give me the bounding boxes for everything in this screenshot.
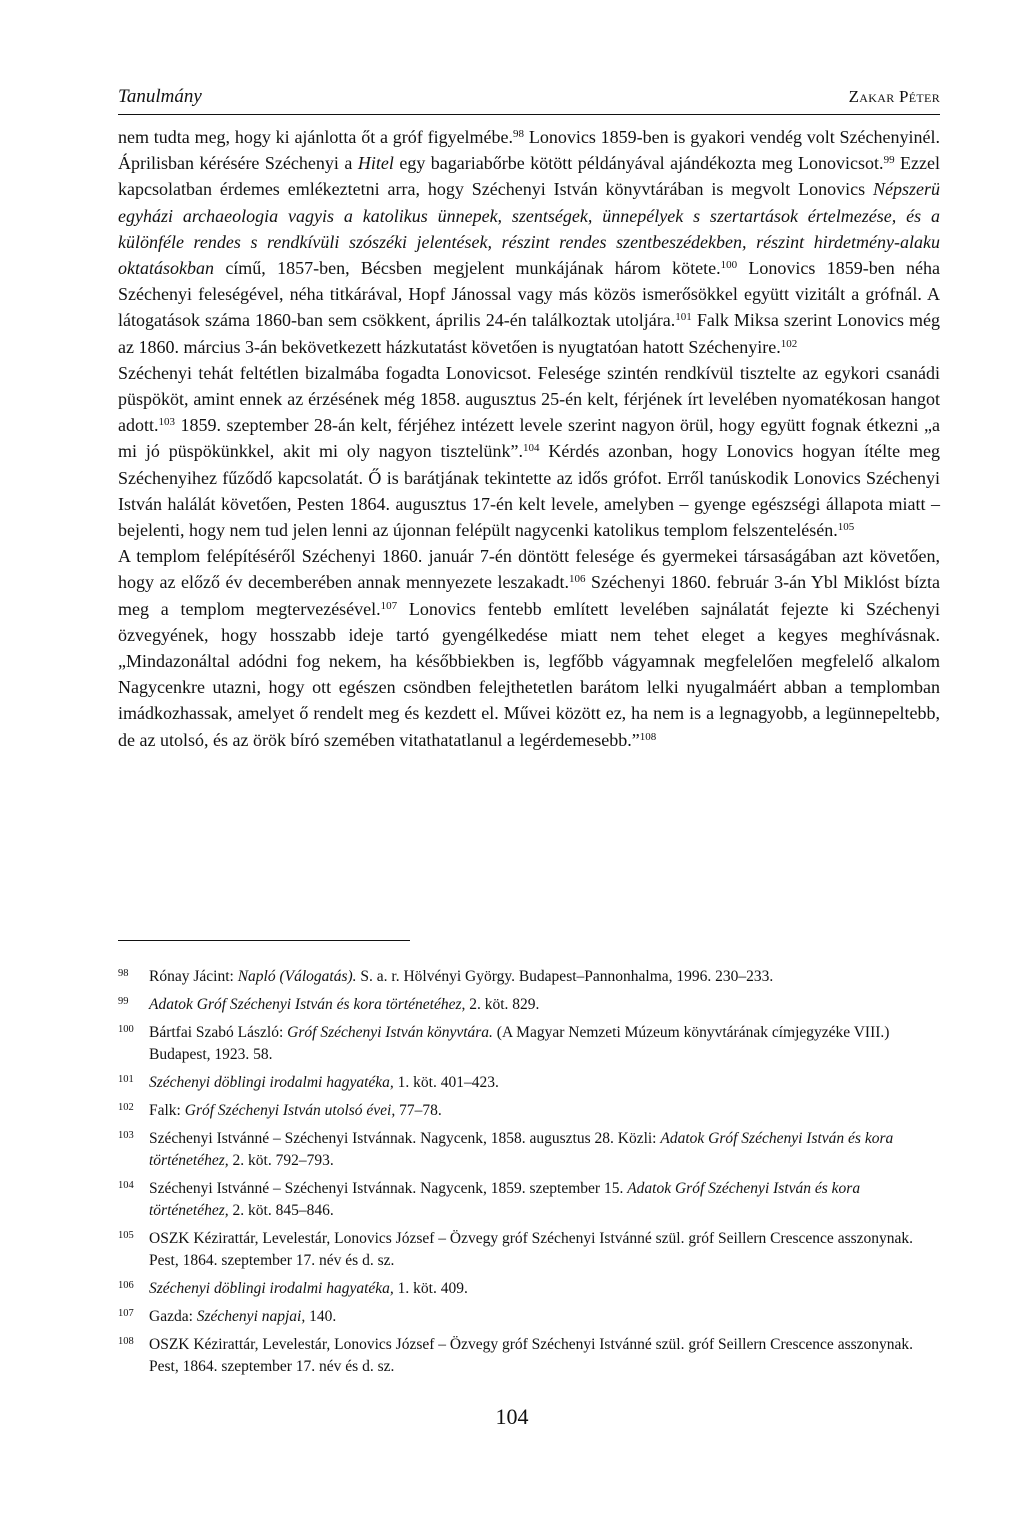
text-run: egy bagariabőrbe kötött példányával ajándékozta meg Lonovicsot. [393, 153, 884, 174]
footnote-number: 100 [118, 1024, 134, 1035]
footnote-item [118, 1128, 940, 1172]
footnote-text: 2. köt. 792–793. [228, 1152, 334, 1169]
footnote-item [118, 1178, 940, 1222]
text-run: 1859. szeptember 28-án kelt, férjéhez intézett levele szerint nagyon örül, hogy együtt fognak étkezni „a mi jó püspökünkkel, akit mi oly nagyon tisztelünk”. [118, 415, 940, 462]
footnote-ref[interactable]: 107 [380, 599, 398, 612]
footnote-number: 99 [118, 996, 129, 1007]
footnote-italic: Gróf Széchenyi István utolsó évei, [184, 1102, 396, 1119]
running-header [118, 80, 940, 115]
footnote-ref[interactable]: 106 [569, 573, 586, 586]
page-number: 104 [495, 1404, 529, 1429]
footnote-item [118, 1100, 940, 1122]
text-run: Széchenyi 1860. február 3-án Ybl Miklóst bízta meg a templom megtervezésével. [118, 572, 940, 619]
footnote-ref[interactable]: 101 [675, 311, 692, 324]
footnote-text: Rónay Jácint: [149, 968, 238, 985]
footnote-text: 2. köt. 845–846. [228, 1202, 334, 1219]
paragraph-2 [118, 360, 940, 543]
footnotes [118, 966, 940, 1384]
footnote-item [118, 1228, 940, 1272]
footnote-item [118, 1072, 940, 1094]
footnote-ref[interactable]: 100 [720, 258, 738, 271]
text-run: Lonovics 1859-ben néha Széchenyi feleségével, néha titkárával, Hopf Jánossal vagy más közös ismerősökkel együtt vizitált a grófnál. A látogatások száma 1860-ban sem csökkent, április 24-én találkoztak utoljára. [118, 258, 941, 331]
footnote-ref[interactable]: 103 [158, 416, 175, 429]
footnote-number: 102 [118, 1102, 134, 1113]
text-run: Széchenyi tehát feltétlen bizalmába fogadta Lonovicsot. Felesége szintén rendkívül tisztelte az egykori csanádi püspököt, amint ennek az érzésének még 1858. augusztus 25-én kelt, férjének írt levelében nyomatékosan hangot adott. [118, 362, 940, 436]
footnote-italic: Gróf Széchenyi István könyvtára. [287, 1024, 493, 1041]
footnote-number: 103 [118, 1130, 134, 1141]
footnote-text: OSZK Kézirattár, Levelestár, Lonovics József – Özvegy gróf Széchenyi Istvánné szül. gróf Seillern Crescence asszonynak. Pest, 1864. szeptember 17. név és d. sz. [149, 1336, 914, 1375]
footnote-ref[interactable]: 102 [780, 337, 798, 350]
footnote-ref[interactable]: 98 [513, 127, 525, 140]
footnote-text: (A Magyar Nemzeti Múzeum könyvtárának címjegyzéke VIII.) Budapest, 1923. 58. [149, 1024, 890, 1063]
italic-title: Népszerü egyházi archaeologia vagyis a katolikus ünnepek, szentségek, ünnepélyek s szertartások értelmezése, és a különféle rendes s rendkívüli szószéki jelentések, részint rendes szentbeszédekben, részint hirdetmény-alaku oktatásokban [118, 179, 940, 279]
text-run: Lonovics fentebb említett levelében sajnálatát fejezte ki Széchenyi özvegyének, hogy hosszabb ideje tartó gyengélkedése miatt nem tehet eleget a kegyes meghívásnak. „Mindazonáltal adódni fog nekem, ha későbbiekben is, legfőbb vágyamnak megfelelően megfelelő alkalom Nagycenkre utazni, hogy ott egészen csöndben felejthetetlen barátom lelki nyugalmáért abban a templomban imádkozhassak, amelyet ő rendelt meg és kezdett el. Művei között ez, ha nem is a legnagyobb, a legünnepeltebb, de az utolsó, és az örök bíró szemében vitathatatlanul a legérdemesebb.” [118, 598, 941, 750]
text-run: Ezzel kapcsolatban érdemes emlékeztetni arra, hogy Széchenyi István könyvtárában is megvolt Lonovics [118, 153, 941, 200]
footnote-text: S. a. r. Hölvényi György. Budapest–Pannonhalma, 1996. 230–233. [356, 968, 774, 985]
paragraph-3 [118, 543, 940, 753]
footnote-number: 104 [118, 1180, 134, 1191]
footnote-number: 98 [118, 968, 129, 979]
text-run: nem tudta meg, hogy ki ajánlotta őt a gróf figyelmébe. [118, 127, 514, 147]
footnote-italic: Széchenyi döblingi irodalmi hagyatéka, [149, 1280, 394, 1297]
footnote-text: OSZK Kézirattár, Levelestár, Lonovics József – Özvegy gróf Széchenyi Istvánné szül. gróf Seillern Crescence asszonynak. Pest, 1864. szeptember 17. név és d. sz. [149, 1230, 914, 1269]
footnote-italic: Adatok Gróf Széchenyi István és kora történetéhez, [149, 1180, 861, 1219]
footnote-number: 106 [118, 1280, 134, 1291]
footnote-ref[interactable]: 108 [639, 730, 657, 743]
author-name: Zakar Péter [848, 87, 940, 106]
footnote-ref[interactable]: 104 [523, 442, 540, 455]
footnote-ref[interactable]: 105 [837, 521, 855, 533]
footnote-text: Széchenyi Istvánné – Széchenyi Istvánnak. Nagycenk, 1858. augusztus 28. Közli: [149, 1130, 661, 1147]
footnote-text: 77–78. [395, 1102, 442, 1119]
footnote-italic: Adatok Gróf Széchenyi István és kora történetéhez, [149, 1130, 894, 1169]
footnote-text: 140. [305, 1308, 337, 1325]
footnote-item [118, 1306, 940, 1328]
footnote-divider [118, 940, 410, 941]
footnote-italic: Széchenyi napjai, [196, 1308, 306, 1325]
footnote-item [118, 1334, 940, 1378]
footnote-text: 1. köt. 409. [393, 1280, 468, 1297]
section-label: Tanulmány [118, 86, 202, 107]
footnote-text: 2. köt. 829. [465, 996, 540, 1013]
footnote-number: 105 [118, 1230, 134, 1241]
footnote-text: Falk: [149, 1102, 185, 1119]
text-run: Falk Miksa szerint Lonovics még az 1860. március 3-án bekövetkezett házkutatást követően is nyugtatóan hatott Széchenyire. [118, 310, 940, 357]
text-run: című, 1857-ben, Bécsben megjelent munkájának három kötete. [214, 258, 721, 279]
footnote-text: Gazda: [149, 1308, 197, 1325]
footnote-number: 108 [118, 1336, 134, 1347]
main-text [118, 124, 940, 753]
paragraph-1 [118, 124, 940, 360]
footnote-number: 101 [118, 1074, 134, 1085]
text-run: Lonovics 1859-ben is gyakori vendég volt Széchenyinél. Áprilisban kérésére Széchenyi a [118, 127, 941, 174]
footnote-item [118, 1022, 940, 1066]
footnote-text: 1. köt. 401–423. [393, 1074, 499, 1091]
footnote-italic: Adatok Gróf Széchenyi István és kora történetéhez, [149, 996, 466, 1013]
footnote-ref[interactable]: 99 [883, 154, 895, 167]
footnote-italic: Napló (Válogatás). [237, 968, 357, 985]
footnote-item [118, 1278, 940, 1300]
footnote-text: Széchenyi Istvánné – Széchenyi Istvánnak. Nagycenk, 1859. szeptember 15. [149, 1180, 628, 1197]
text-run: A templom felépítéséről Széchenyi 1860. január 7-én döntött felesége és gyermekei társaságában azt követően, hogy az előző év decemberében annak mennyezete leszakadt. [118, 546, 940, 593]
footnote-item [118, 966, 940, 988]
footnote-italic: Széchenyi döblingi irodalmi hagyatéka, [149, 1074, 394, 1091]
footnote-item [118, 994, 940, 1016]
text-run: Kérdés azonban, hogy Lonovics hogyan ítélte meg Széchenyihez fűződő kapcsolatát. Ő is barátjának tekintette az idős grófot. Erről tanúskodik Lonovics Széchenyi István halálát követően, Pesten 1864. augusztus 17-én kelt levele, amelyben – gyenge egészségi állapota miatt – bejelenti, hogy nem tud jelen lenni az újonnan felépült nagycenki katolikus templom felszentelésén. [118, 441, 940, 541]
footnote-number: 107 [118, 1308, 134, 1319]
italic-title: Hitel [357, 153, 394, 174]
footnote-text: Bártfai Szabó László: [149, 1024, 288, 1041]
